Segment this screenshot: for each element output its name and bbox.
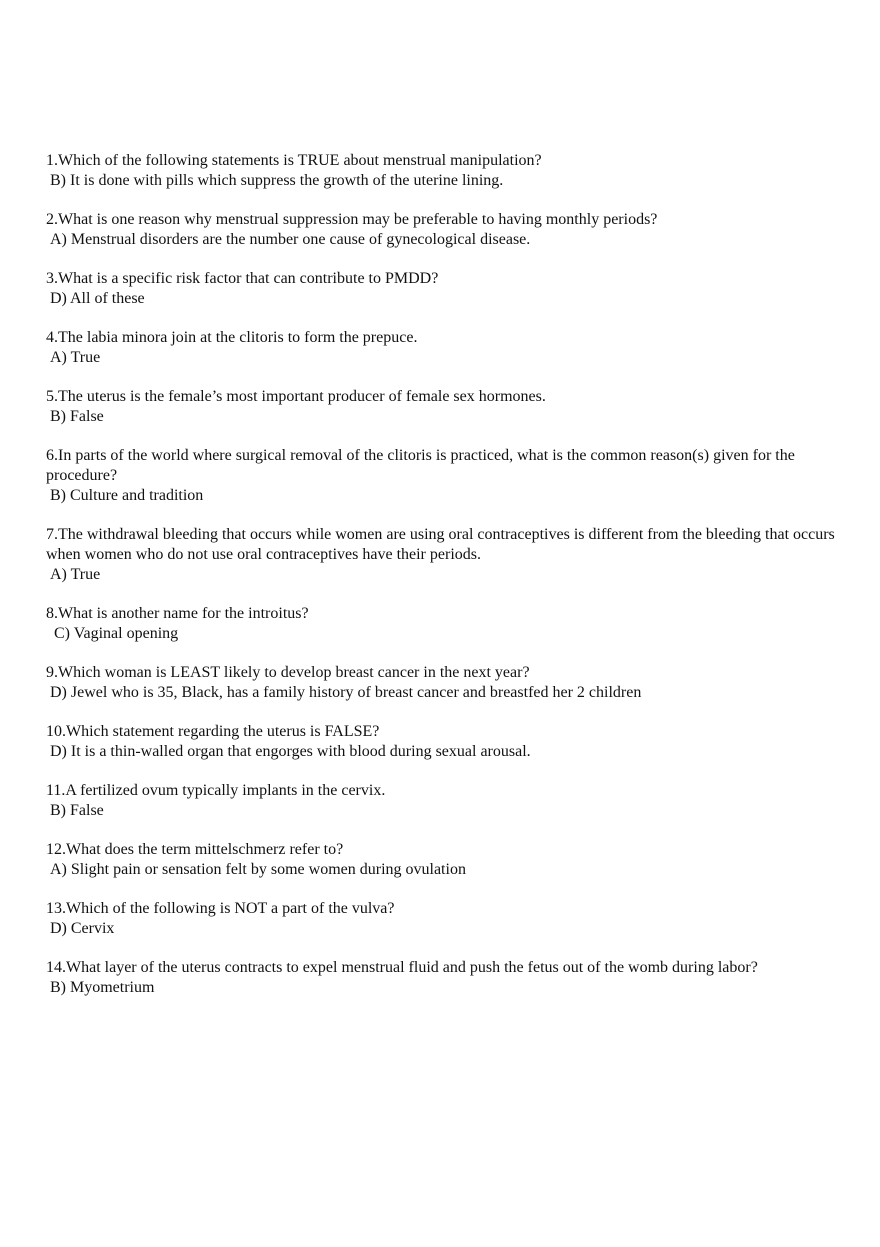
question-item-14 (46, 958, 846, 998)
answer-text: A) Slight pain or sensation felt by some women during ovulation (50, 861, 466, 878)
question-item-1 (46, 151, 846, 191)
question-text: 4.The labia minora join at the clitoris to form the prepuce. (46, 329, 418, 346)
question-list (46, 151, 846, 1017)
answer-text: B) False (50, 802, 104, 819)
question-text: 6.In parts of the world where surgical removal of the clitoris is practiced, what is the common reason(s) given for the procedure? (46, 447, 799, 484)
question-item-5 (46, 387, 846, 427)
answer-text: D) Jewel who is 35, Black, has a family history of breast cancer and breastfed her 2 children (50, 684, 642, 701)
answer-text: A) Menstrual disorders are the number one cause of gynecological disease. (50, 231, 531, 248)
question-text: 10.Which statement regarding the uterus is FALSE? (46, 723, 380, 740)
question-text: 5.The uterus is the female’s most important producer of female sex hormones. (46, 388, 546, 405)
question-item-13 (46, 899, 846, 939)
question-text: 8.What is another name for the introitus? (46, 605, 309, 622)
answer-text: B) Myometrium (50, 979, 155, 996)
question-text: 13.Which of the following is NOT a part of the vulva? (46, 900, 395, 917)
question-item-4 (46, 328, 846, 368)
question-item-11 (46, 781, 846, 821)
question-item-9 (46, 663, 846, 703)
question-text: 11.A fertilized ovum typically implants in the cervix. (46, 782, 386, 799)
answer-text: B) It is done with pills which suppress the growth of the uterine lining. (50, 172, 504, 189)
answer-text: D) All of these (50, 290, 145, 307)
question-item-12 (46, 840, 846, 880)
question-text: 2.What is one reason why menstrual suppression may be preferable to having monthly periods? (46, 211, 658, 228)
question-text: 9.Which woman is LEAST likely to develop breast cancer in the next year? (46, 664, 530, 681)
question-item-2 (46, 210, 846, 250)
answer-text: A) True (50, 349, 101, 366)
question-text: 3.What is a specific risk factor that can contribute to PMDD? (46, 270, 439, 287)
answer-text: C) Vaginal opening (54, 625, 179, 642)
answer-text: B) False (50, 408, 104, 425)
answer-text: A) True (50, 566, 101, 583)
question-text: 7.The withdrawal bleeding that occurs while women are using oral contraceptives is different from the bleeding that occurs when women who do not use oral contraceptives have their periods. (46, 526, 839, 563)
question-item-3 (46, 269, 846, 309)
answer-text: D) It is a thin-walled organ that engorges with blood during sexual arousal. (50, 743, 531, 760)
question-item-6 (46, 446, 846, 506)
question-text: 14.What layer of the uterus contracts to expel menstrual fluid and push the fetus out of the womb during labor? (46, 959, 758, 976)
question-item-10 (46, 722, 846, 762)
question-text: 1.Which of the following statements is TRUE about menstrual manipulation? (46, 152, 542, 169)
answer-text: B) Culture and tradition (50, 487, 204, 504)
question-text: 12.What does the term mittelschmerz refer to? (46, 841, 344, 858)
answer-text: D) Cervix (50, 920, 115, 937)
question-item-7 (46, 525, 846, 585)
question-item-8 (46, 604, 846, 644)
